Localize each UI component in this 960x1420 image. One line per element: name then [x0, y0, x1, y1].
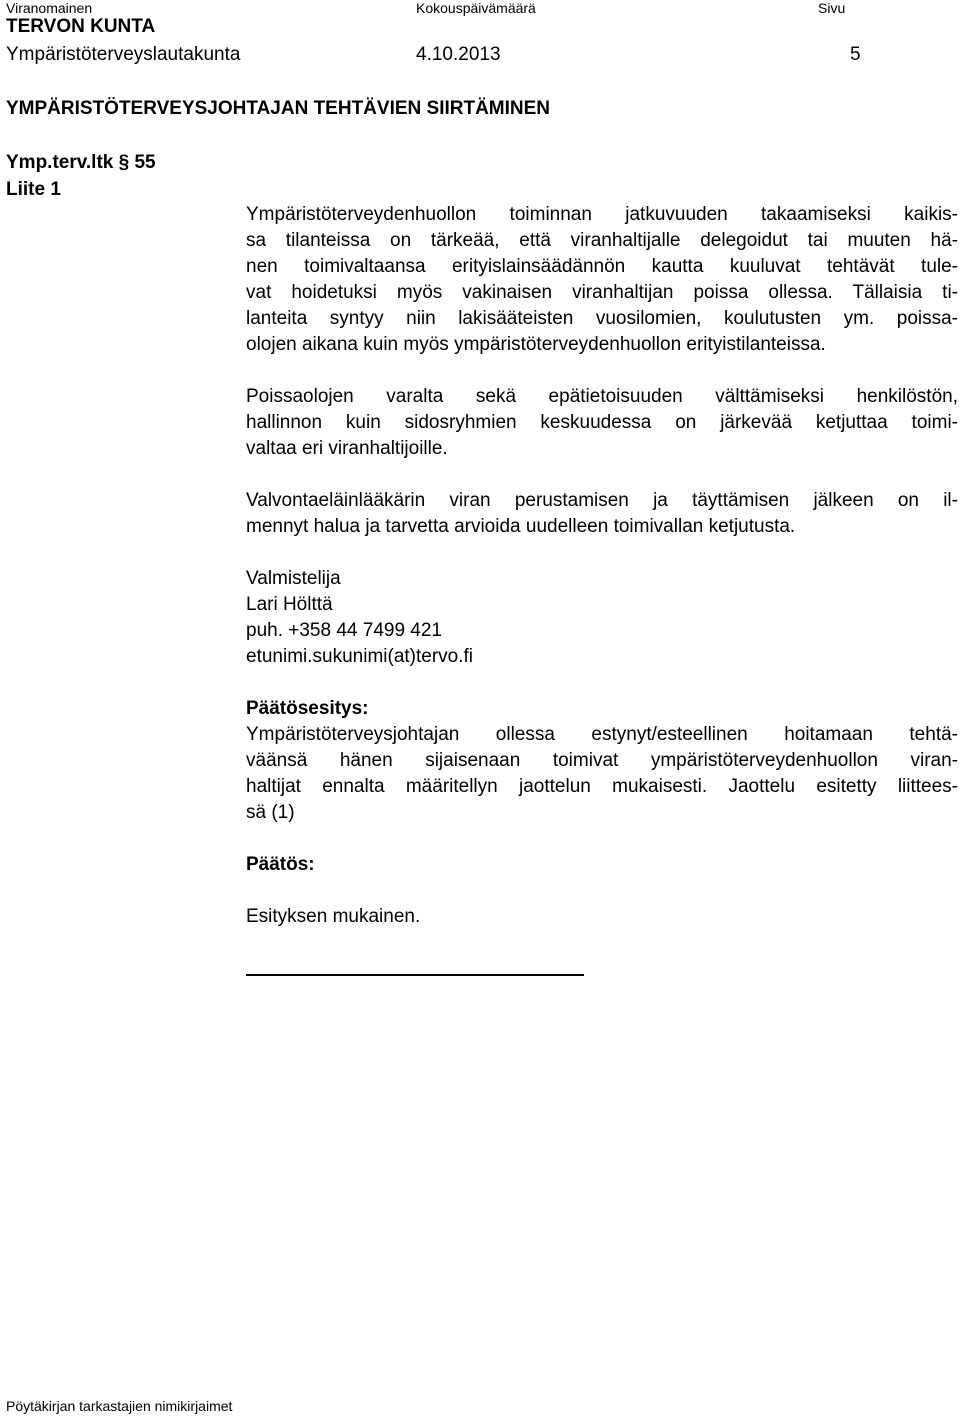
- text-line: Poissaolojen varalta sekä epätietoisuuden välttämiseksi henkilöstön,: [246, 386, 958, 407]
- preparer-role: Valmistelija: [246, 568, 341, 589]
- decision-label-block: [246, 852, 958, 878]
- text-line: hallinnon kuin sidosryhmien keskuudessa on järkevää ketjuttaa toimi-: [246, 412, 958, 433]
- text-line: haltijat ennalta määritellyn jaottelun mukaisesti. Jaottelu esitetty liittees-: [246, 776, 958, 797]
- header-page-label: Sivu: [818, 0, 846, 16]
- text-line: sa tilanteissa on tärkeää, että viranhaltijalle delegoidut tai muuten hä-: [246, 230, 958, 251]
- text-line: vat hoidetuksi myös vakinaisen viranhaltijan poissa ollessa. Tällaisia ti-: [246, 282, 958, 303]
- text-line: olojen aikana kuin myös ympäristöterveydenhuollon erityistilanteissa.: [246, 334, 826, 355]
- preparer-name: Lari Hölttä: [246, 594, 333, 615]
- text-line: lanteita syntyy niin lakisääteisten vuosilomien, koulutusten ym. poissa-: [246, 308, 958, 329]
- board-name: Ympäristöterveyslautakunta: [6, 44, 241, 65]
- text-line: mennyt halua ja tarvetta arvioida uudelleen toimivallan ketjutusta.: [246, 516, 796, 537]
- paragraph-veterinarian: [246, 488, 958, 540]
- text-line: nen toimivaltaansa erityislainsäädännön kautta kuuluvat tehtävät tule-: [246, 256, 958, 277]
- meeting-date: 4.10.2013: [416, 44, 501, 65]
- text-line: valtaa eri viranhaltijoille.: [246, 438, 448, 459]
- proposal-block: [246, 696, 958, 826]
- organization-name: TERVON KUNTA: [6, 16, 156, 37]
- text-line: sä (1): [246, 802, 295, 823]
- header-authority-label: Viranomainen: [6, 0, 93, 16]
- decision-text-block: [246, 904, 958, 930]
- page-number: 5: [850, 44, 861, 65]
- attachment-reference: Liite 1: [6, 179, 61, 200]
- preparer-phone: puh. +358 44 7499 421: [246, 620, 442, 641]
- decision-text: Esityksen mukainen.: [246, 906, 421, 927]
- header-meeting-date-label: Kokouspäivämäärä: [416, 0, 536, 16]
- footer-initials-label: Pöytäkirjan tarkastajien nimikirjaimet: [6, 1398, 233, 1414]
- proposal-label: Päätösesitys:: [246, 698, 369, 719]
- paragraph-absences: [246, 384, 958, 462]
- paragraph-continuity: [246, 202, 958, 358]
- preparer-email: etunimi.sukunimi(at)tervo.fi: [246, 646, 474, 667]
- preparer-block: [246, 566, 958, 670]
- document-title: YMPÄRISTÖTERVEYSJOHTAJAN TEHTÄVIEN SIIRTÄMINEN: [6, 98, 551, 119]
- decision-label: Päätös:: [246, 854, 315, 875]
- text-line: väänsä hänen sijaisenaan toimivat ympäristöterveydenhuollon viran-: [246, 750, 958, 771]
- section-reference: Ymp.terv.ltk § 55: [6, 152, 156, 173]
- text-line: Valvontaeläinlääkärin viran perustamisen ja täyttämisen jälkeen on il-: [246, 490, 958, 511]
- signature-line: [246, 974, 584, 976]
- text-line: Ympäristöterveysjohtajan ollessa estynyt/esteellinen hoitamaan tehtä-: [246, 724, 958, 745]
- text-line: Ympäristöterveydenhuollon toiminnan jatkuvuuden takaamiseksi kaikis-: [246, 204, 958, 225]
